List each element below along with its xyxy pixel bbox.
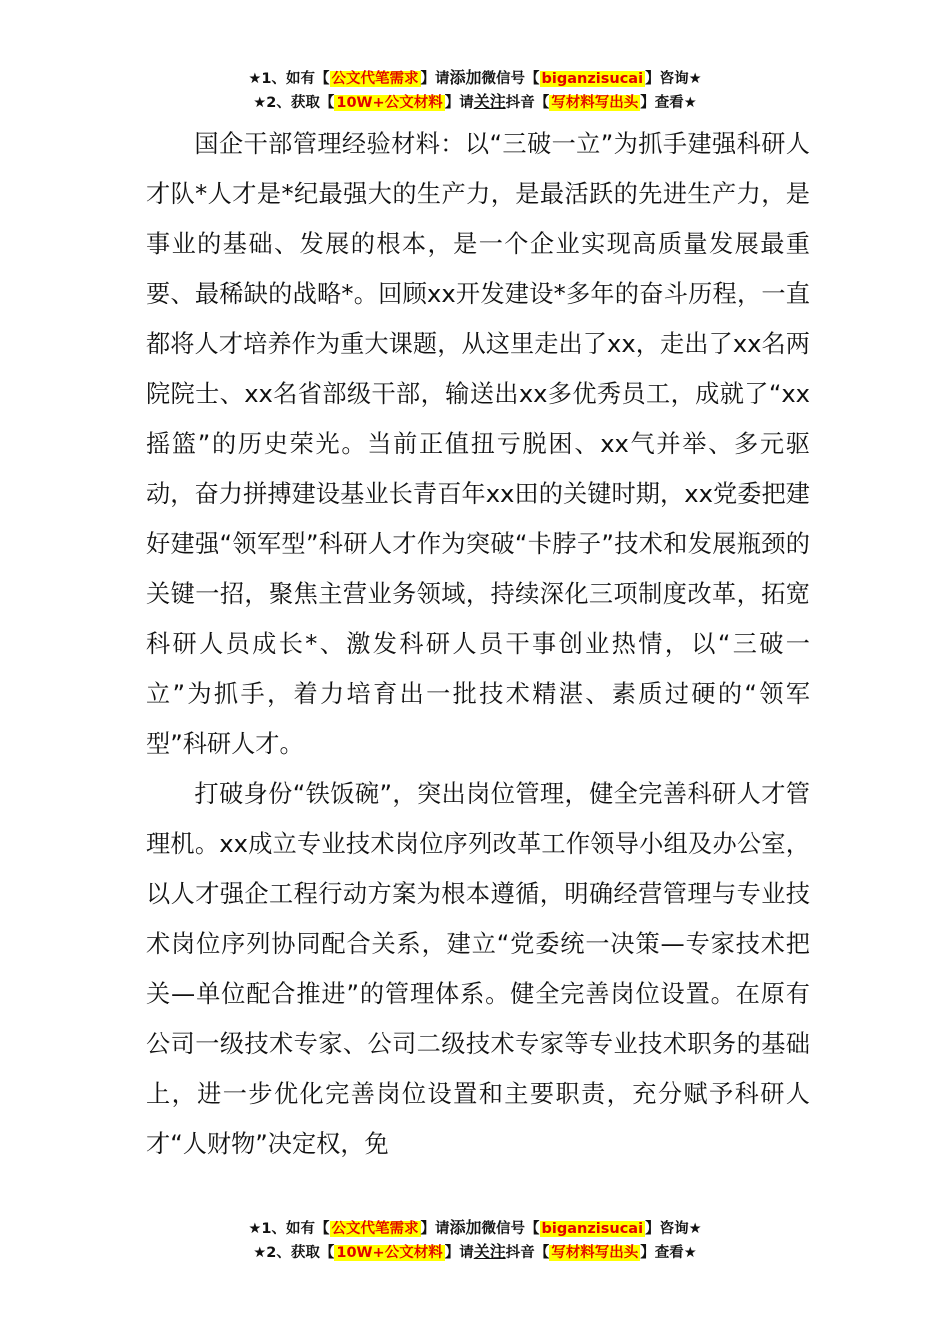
promo-banner-top (0, 66, 950, 114)
promo-text: ★1、如有【 (248, 71, 330, 87)
promo-line-2 (0, 90, 950, 114)
paragraph-1: 国企干部管理经验材料：以“三破一立”为抓手建强科研人才队*人才是*纪最强大的生产力，是最活跃的先进生产力，是事业的基础、发展的根本，是一个企业实现高质量发展最重要、最稀缺的战略*。回顾xx开发建设*多年的奋斗历程，一直都将人才培养作为重大课题，从这里走出了xx，走出了xx名两院院士、xx名省部级干部，输送出xx多优秀员工，成就了“xx摇篮”的历史荣光。当前正值扭亏脱困、xx气并举、多元驱动，奋力拼搏建设基业长青百年xx田的关键时期，xx党委把建好建强“领军型”科研人才作为突破“卡脖子”技术和发展瓶颈的关键一招，聚焦主营业务领域，持续深化三项制度改革，拓宽科研人员成长*、激发科研人员干事创业热情，以“三破一立”为抓手，着力培育出一批技术精湛、素质过硬的“领军型”科研人才。 (146, 130, 810, 758)
paragraph-2: 打破身份“铁饭碗”，突出岗位管理，健全完善科研人才管理机。xx成立专业技术岗位序列改革工作领导小组及办公室，以人才强企工程行动方案为根本遵循，明确经营管理与专业技术岗位序列协同配合关系，建立“党委统一决策—专家技术把关—单位配合推进”的管理体系。健全完善岗位设置。在原有公司一级技术专家、公司二级技术专家等专业技术职务的基础上，进一步优化完善岗位设置和主要职责，充分赋予科研人才“人财物”决定权，免 (146, 780, 810, 1158)
highlight-douyin-account: 写材料写出头 (551, 1245, 639, 1261)
promo-emphasis: 关注 (473, 92, 506, 111)
promo-line-1 (0, 66, 950, 90)
document-body (146, 119, 810, 1169)
promo-text: 】咨询★ (645, 71, 702, 87)
promo-text: 】咨询★ (645, 1221, 702, 1237)
highlight-wechat-id: biganzisucai (541, 1221, 644, 1237)
promo-emphasis: 关注 (473, 1242, 506, 1261)
highlight-douyin-account: 写材料写出头 (551, 95, 639, 111)
promo-text: 】请 (444, 95, 474, 111)
promo-line-1 (0, 1216, 950, 1240)
promo-text: 】请 (420, 1221, 450, 1237)
promo-emphasis: 添加 (449, 1218, 482, 1237)
promo-text: 微信号【 (481, 1221, 540, 1237)
promo-text: 】查看★ (640, 1245, 697, 1261)
promo-emphasis: 添加 (449, 68, 482, 87)
promo-line-2 (0, 1240, 950, 1264)
promo-text: 抖音【 (505, 95, 550, 111)
promo-text: ★2、获取【 (253, 1245, 335, 1261)
promo-text: 微信号【 (481, 71, 540, 87)
highlight-wechat-id: biganzisucai (541, 71, 644, 87)
promo-text: ★1、如有【 (248, 1221, 330, 1237)
promo-text: 】请 (420, 71, 450, 87)
highlight-service: 公文代笔需求 (331, 71, 419, 87)
promo-text: 】请 (444, 1245, 474, 1261)
promo-banner-bottom (0, 1216, 950, 1264)
promo-text: 】查看★ (640, 95, 697, 111)
promo-text: 抖音【 (505, 1245, 550, 1261)
highlight-service: 公文代笔需求 (331, 1221, 419, 1237)
highlight-materials: 10W+公文材料 (336, 95, 443, 111)
promo-text: ★2、获取【 (253, 95, 335, 111)
highlight-materials: 10W+公文材料 (336, 1245, 443, 1261)
